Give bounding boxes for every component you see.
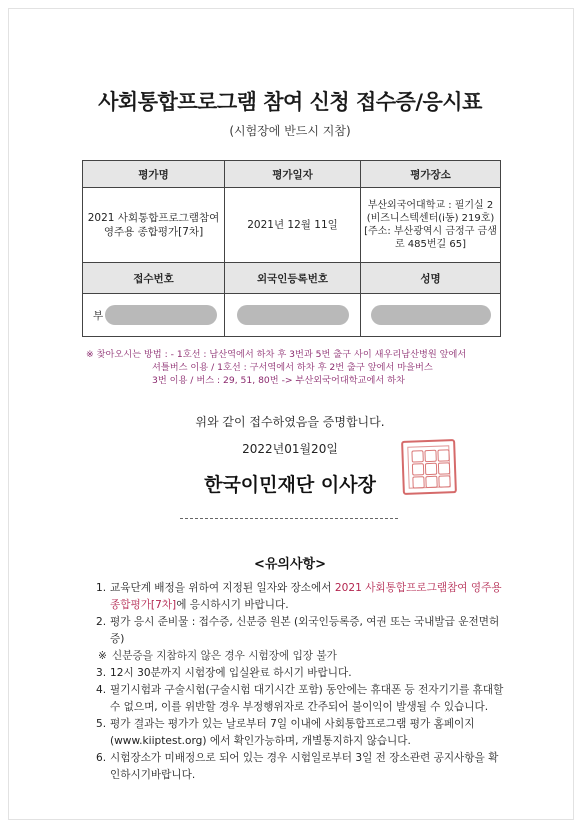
issuer-name: 한국이민재단 이사장 [204,474,376,496]
notice-item-2-note: ※ 신분증을 지참하지 않은 경우 시험장에 입장 불가 [98,650,337,662]
notice-item-1: 1. 교육단계 배정을 위하여 지정된 일자와 장소에서 2021 사회통합프로그램참여 영주용 종합평가[7차]에 응시하시기 바랍니다. [96,582,502,611]
exam-date-value: 2021년 12월 11일 [225,188,361,263]
directions-line-1: ※ 찾아오시는 방법 : - 1호선 : 남산역에서 하차 후 3번과 5번 출구 사이 새우리남산병원 앞에서 [86,349,467,360]
header-exam-date: 평가일자 [225,161,361,188]
notice-item-5: 5. 평가 결과는 평가가 있는 날로부터 7일 이내에 사회통합프로그램 평가 홈페이지 (www.kiiptest.org) 에서 확인가능하며, 개별통지하지 않습니다. [96,718,475,747]
header-alien-registration-number: 외국인등록번호 [225,263,361,294]
notice-title: <유의사항> [253,557,327,572]
directions-label: ※ 찾아오시는 방법 : [86,349,168,360]
redacted-registration-number [237,305,349,325]
table-row [83,294,501,337]
redacted-name [371,305,491,325]
redacted-receipt-number [105,305,217,325]
header-name: 성명 [361,263,501,294]
notice-list [96,580,508,784]
certification-statement: 위와 같이 접수하였음을 증명합니다. [195,415,385,429]
header-exam-location: 평가장소 [361,161,501,188]
document-subtitle: (시험장에 반드시 지참) [229,124,351,138]
directions-block [86,348,526,387]
directions-line-3: 3번 이용 / 버스 : 29, 51, 80번 -> 부산외국어대학교에서 하차 [152,375,405,386]
receipt-prefix: 부 [93,309,104,322]
table-row [83,188,501,263]
table-header-row [83,161,501,188]
alien-registration-cell [225,294,361,337]
exam-info-table [82,160,501,337]
document-title: 사회통합프로그램 참여 신청 접수증/응시표 [98,90,482,114]
section-divider [180,518,398,519]
official-seal-stamp [401,439,457,495]
exam-name-value: 2021 사회통합프로그램참여 영주용 종합평가[7차] [83,188,225,263]
name-cell [361,294,501,337]
exam-location-value: 부산외국어대학교 : 필기실 2 (비즈니스텍센터(i동) 219호) [주소: 부산광역시 금정구 금샘로 485번길 65] [361,188,501,263]
highlighted-exam-name: 2021 사회통합프로그램참여 영주용 종합평가[7차] [110,582,502,611]
notice-item-6: 6. 시험장소가 미배정으로 되어 있는 경우 시험일로부터 3일 전 장소관련 공지사항을 확인하시기바랍니다. [96,752,499,781]
directions-line-2: 셔틀버스 이용 / 1호선 : 구서역에서 하차 후 2번 출구 앞에서 마을버스 [152,362,433,373]
notice-item-3: 3. 12시 30분까지 시험장에 입실완료 하시기 바랍니다. [96,667,352,679]
notice-item-2: 2. 평가 응시 준비물 : 접수증, 신분증 원본 (외국인등록증, 여권 또는 국내발급 운전면허증) [96,616,500,645]
header-exam-name: 평가명 [83,161,225,188]
notice-item-4: 4. 필기시험과 구술시험(구술시험 대기시간 포함) 동안에는 휴대폰 등 전자기기를 휴대할 수 없으며, 이를 위반할 경우 부정행위자로 간주되어 불이익이 발생될 수 있습니다. [96,684,504,713]
receipt-number-cell [83,294,225,337]
issue-date: 2022년01월20일 [242,442,338,456]
header-receipt-number: 접수번호 [83,263,225,294]
table-header-row [83,263,501,294]
